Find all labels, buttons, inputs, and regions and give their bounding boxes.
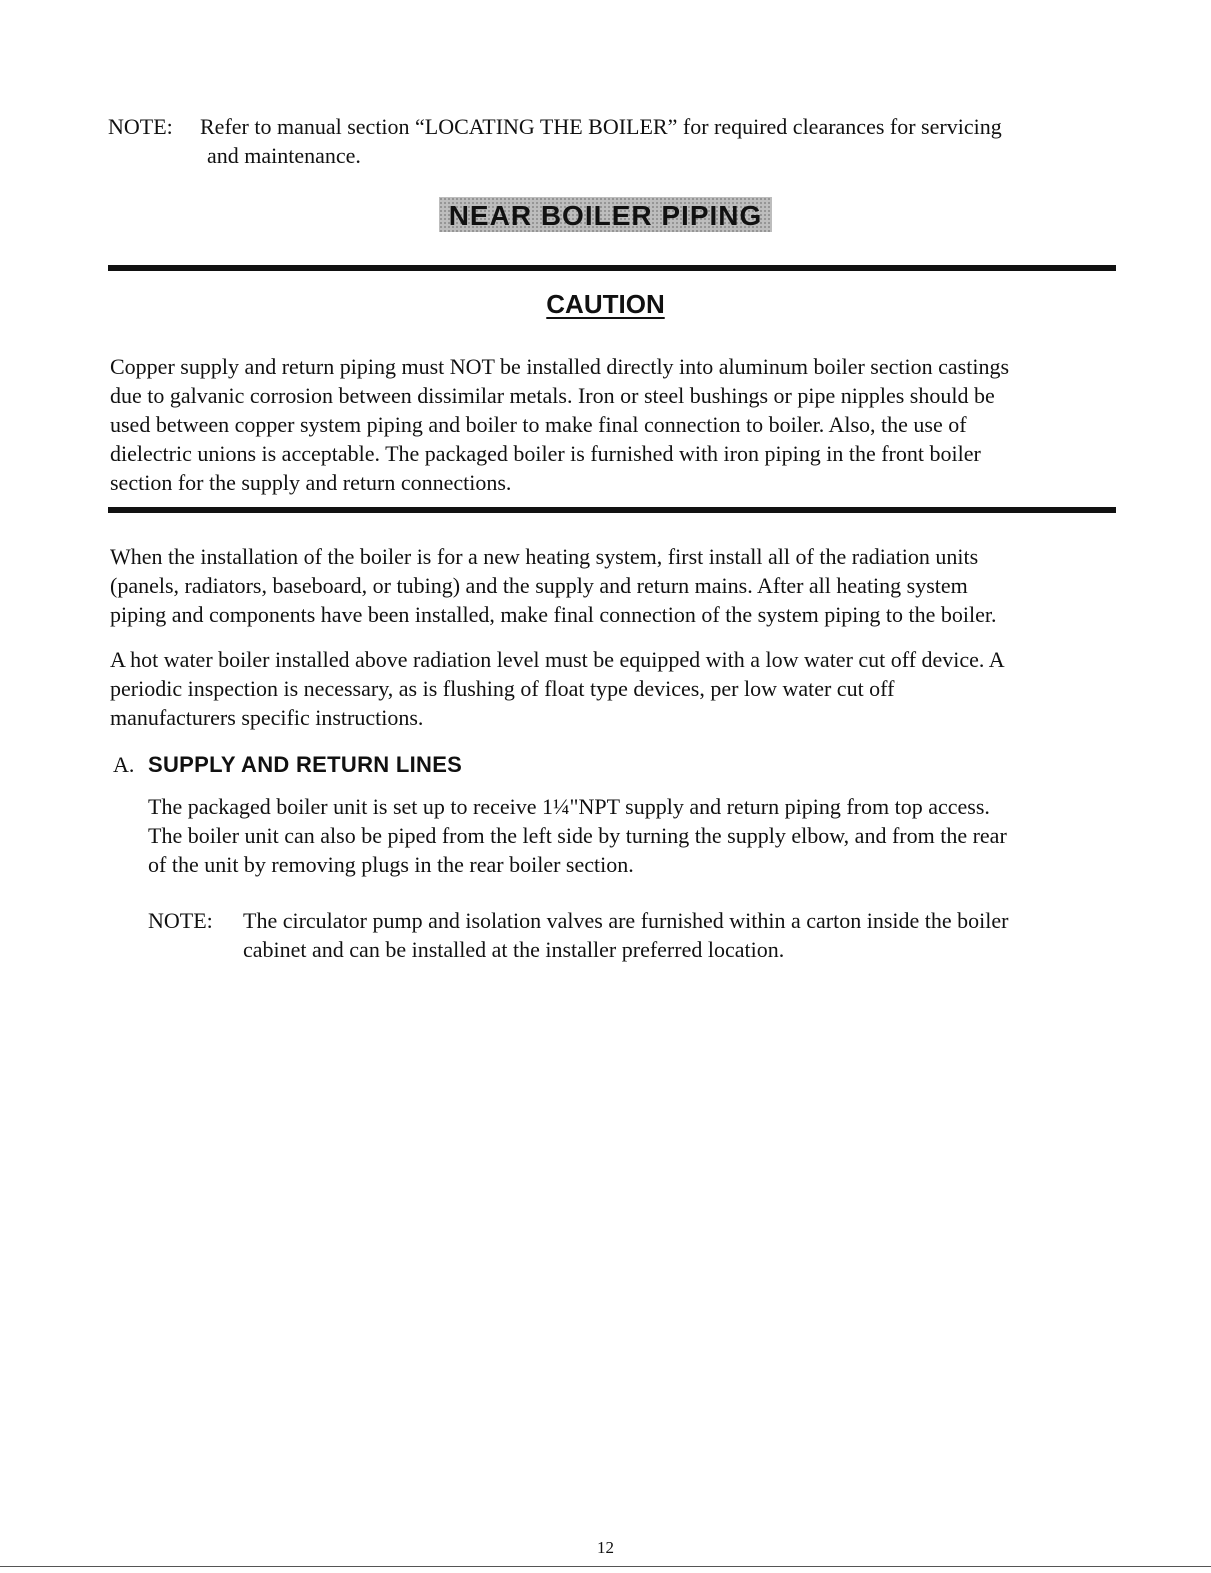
hot-water-line-2: periodic inspection is necessary, as is flushing of float type devices, per low water cut off [110, 676, 895, 701]
caution-paragraph [110, 352, 1110, 497]
top-note-line-1: Refer to manual section “LOCATING THE BOILER” for required clearances for servicing [200, 114, 1002, 139]
caution-line-3: used between copper system piping and boiler to make final connection to boiler. Also, the use of [110, 412, 967, 437]
supply-return-title: SUPPLY AND RETURN LINES [148, 752, 463, 777]
install-paragraph [110, 542, 1110, 629]
caution-bottom-rule [108, 507, 1116, 513]
page-number: 12 [597, 1538, 614, 1557]
section-title: NEAR BOILER PIPING [439, 197, 773, 232]
top-note-body [200, 112, 1108, 170]
supply-note-line-2: cabinet and can be installed at the installer preferred location. [243, 937, 785, 962]
supply-note-line-1: The circulator pump and isolation valves are furnished within a carton inside the boiler [243, 908, 1009, 933]
caution-line-5: section for the supply and return connections. [110, 470, 512, 495]
caution-line-4: dielectric unions is acceptable. The packaged boiler is furnished with iron piping in the front boiler [110, 441, 981, 466]
section-title-wrap [0, 197, 1211, 232]
install-line-1: When the installation of the boiler is for a new heating system, first install all of the radiation units [110, 544, 979, 569]
scan-bottom-edge [0, 1566, 1211, 1567]
install-line-3: piping and components have been installed, make final connection of the system piping to the boiler. [110, 602, 997, 627]
supply-line-2: The boiler unit can also be piped from the left side by turning the supply elbow, and from the rear [148, 823, 1007, 848]
top-note [108, 112, 1108, 170]
hot-water-line-1: A hot water boiler installed above radiation level must be equipped with a low water cut off device. A [110, 647, 1005, 672]
supply-note [148, 906, 1108, 964]
top-note-line-2: and maintenance. [207, 143, 361, 168]
supply-return-heading [113, 752, 462, 778]
supply-line-3: of the unit by removing plugs in the rear boiler section. [148, 852, 634, 877]
hot-water-paragraph [110, 645, 1110, 732]
caution-heading: CAUTION [546, 289, 665, 319]
supply-note-label: NOTE: [148, 908, 213, 933]
supply-return-letter: A. [113, 752, 135, 777]
caution-line-2: due to galvanic corrosion between dissimilar metals. Iron or steel bushings or pipe nipples should be [110, 383, 995, 408]
supply-line-1: The packaged boiler unit is set up to receive 1¼"NPT supply and return piping from top access. [148, 794, 990, 819]
install-line-2: (panels, radiators, baseboard, or tubing) and the supply and return mains. After all heating system [110, 573, 968, 598]
top-note-label: NOTE: [108, 114, 173, 139]
hot-water-line-3: manufacturers specific instructions. [110, 705, 424, 730]
caution-top-rule [108, 265, 1116, 271]
supply-note-body [243, 906, 1108, 964]
caution-line-1: Copper supply and return piping must NOT be installed directly into aluminum boiler section castings [110, 354, 1010, 379]
supply-return-paragraph [148, 792, 1113, 879]
